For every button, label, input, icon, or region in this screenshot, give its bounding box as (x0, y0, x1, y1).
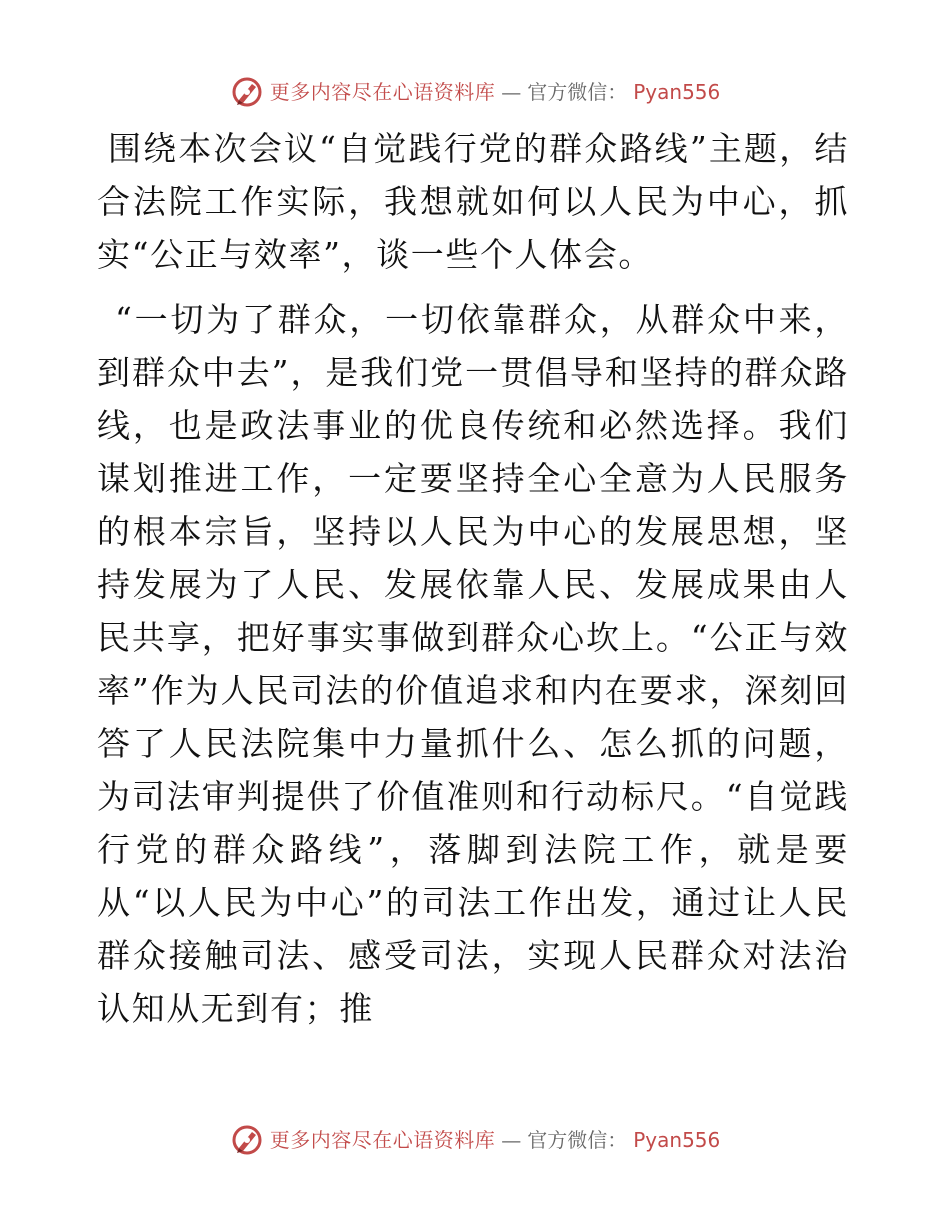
watermark-label: 官方微信： (527, 1128, 628, 1152)
watermark-id: Pyan556 (633, 80, 721, 104)
watermark-text: 更多内容尽在心语资料库 (269, 1128, 496, 1152)
watermark-text: 更多内容尽在心语资料库 (269, 80, 496, 104)
watermark-id: Pyan556 (633, 1128, 721, 1152)
watermark-separator: — (501, 1128, 522, 1152)
paragraph-2: “一切为了群众，一切依靠群众，从群众中来，到群众中去”，是我们党一贯倡导和坚持的群众路线，也是政法事业的优良传统和必然选择。我们谋划推进工作，一定要坚持全心全意为人民服务的根本宗旨，坚持以人民为中心的发展思想，坚持发展为了人民、发展依靠人民、发展成果由人民共享，把好事实事做到群众心坎上。“公正与效率”作为人民司法的价值追求和内在要求，深刻回答了人民法院集中力量抓什么、怎么抓的问题，为司法审判提供了价值准则和行动标尺。“自觉践行党的群众路线”，落脚到法院工作，就是要从“以人民为中心”的司法工作出发，通过让人民群众接触司法、感受司法，实现人民群众对法治认知从无到有；推 (97, 300, 849, 1028)
body-text (97, 122, 849, 1035)
header-watermark (0, 70, 950, 114)
footer-watermark (0, 1118, 950, 1162)
watermark-separator: — (501, 80, 522, 104)
pen-logo-icon (230, 1123, 264, 1157)
watermark-label: 官方微信： (527, 80, 628, 104)
pen-logo-icon (230, 75, 264, 109)
paragraph-1: 围绕本次会议“自觉践行党的群众路线”主题，结合法院工作实际，我想就如何以人民为中心，抓实“公正与效率”，谈一些个人体会。 (97, 129, 849, 274)
